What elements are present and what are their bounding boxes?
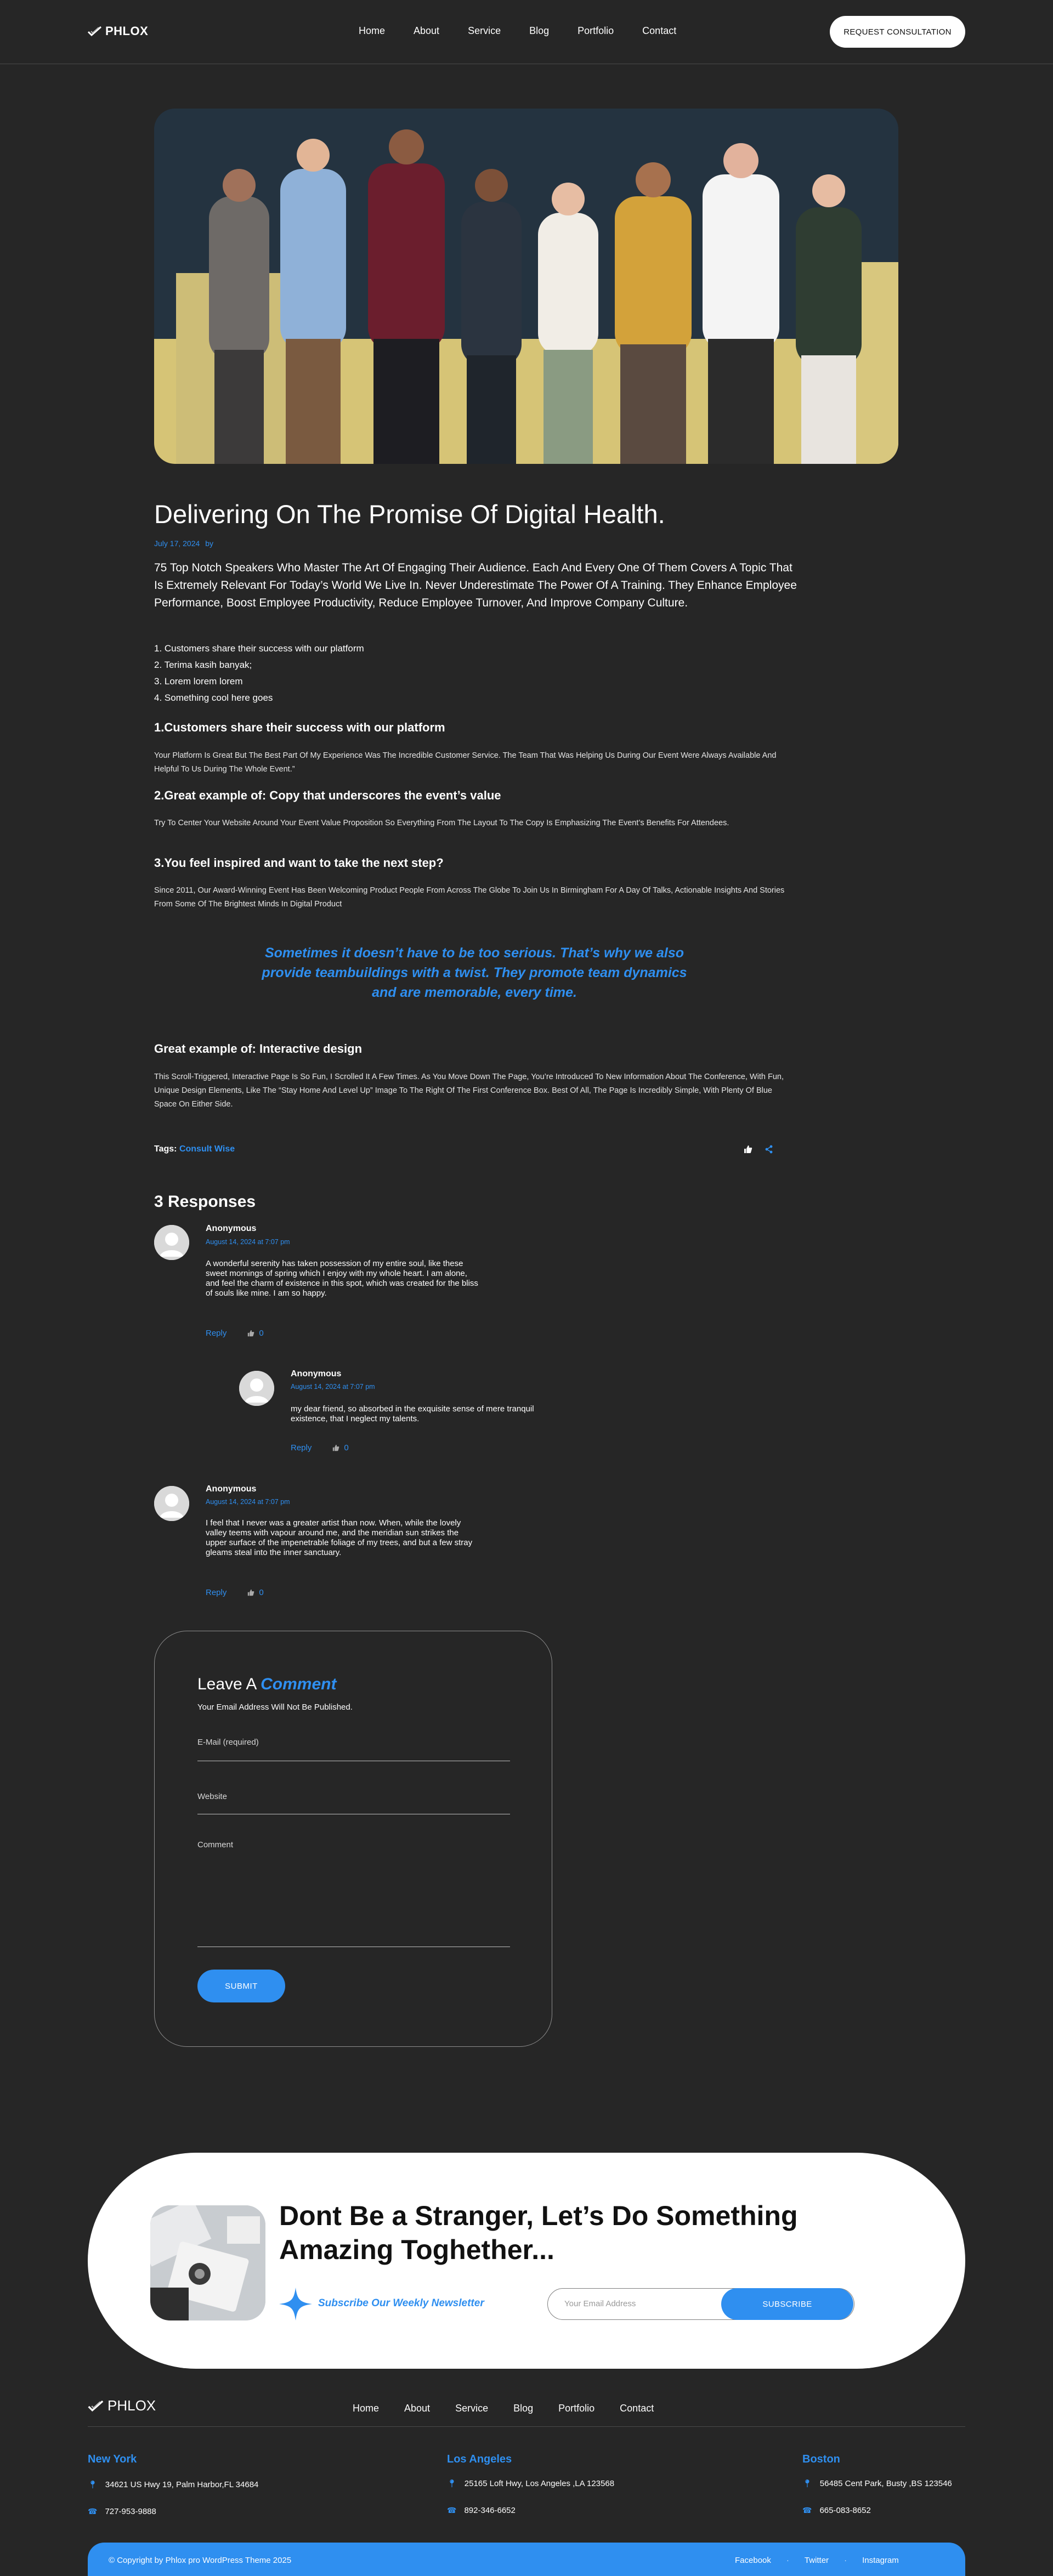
form-title-plain: Leave A	[197, 1675, 256, 1693]
like-icon[interactable]	[744, 1145, 752, 1156]
list-item: 1. Customers share their success with our platform	[154, 643, 364, 654]
office-phone	[447, 2506, 516, 2515]
section-text-1: Your Platform Is Great But The Best Part Of My Experience Was The Incredible Customer Service. The Team That Was Helping Us During Our Event Were Always Available And Helpful To Us During The Whole Event.”	[154, 751, 777, 774]
email-placeholder: Your Email Address	[564, 2299, 636, 2308]
responses-title: 3 Responses	[154, 1193, 256, 1211]
like-count: 0	[344, 1443, 349, 1452]
comment-text: I feel that I never was a greater artist than now. When, while the lovely valley teems with vapour around me, and the meridian sun strikes the upper surface of the impenetrable foliage of my trees, and but a few stray gleams steal into the inner sanctuary.	[206, 1518, 473, 1557]
office-phone	[88, 2507, 156, 2516]
comment-text: A wonderful serenity has taken possession of my entire soul, like these sweet mornings of spring which I enjoy with my whole heart. I am alone, and feel the charm of existence in this spot, which was created for the bliss of souls like mine. I am so happy.	[206, 1259, 478, 1298]
location-pin-icon: 📍︎	[88, 2480, 98, 2489]
office-address	[447, 2479, 614, 2488]
form-title-accent: Comment	[261, 1675, 337, 1693]
interactive-text: This Scroll-Triggered, Interactive Page Is So Fun, I Scrolled It A Few Times. As You Move Down The Page, You’re Introduced To New Information About The Conference, With Fun, Unique Design Elements, Like The “Stay Home And Level Up” Image To The Right Of The First Conference Box. Best Of All, The Page Is Incredibly Simple, With Plenty Of Blue Space On Either Side.	[154, 1073, 784, 1109]
share-icon[interactable]	[765, 1145, 773, 1156]
nav-contact[interactable]: Contact	[642, 25, 677, 36]
address-text: 56485 Cent Park, Busty ,BS 123546	[819, 2479, 952, 2488]
separator: ·	[786, 2556, 789, 2565]
comment-date[interactable]: August 14, 2024 at 7:07 pm	[291, 1383, 375, 1391]
newsletter-title: Dont Be a Stranger, Let’s Do Something Amazing Toghether...	[279, 2200, 798, 2265]
newsletter-subtitle: Subscribe Our Weekly Newsletter	[318, 2297, 484, 2309]
main-nav	[359, 25, 705, 37]
footer-nav-portfolio[interactable]: Portfolio	[558, 2403, 595, 2414]
post-list	[154, 640, 364, 706]
location-pin-icon: 📍︎	[802, 2479, 812, 2488]
footer-divider	[88, 2426, 965, 2427]
tags-label: Tags:	[154, 1144, 177, 1154]
interactive-heading: Great example of: Interactive design	[154, 1042, 363, 1056]
office-city: New York	[88, 2453, 137, 2465]
location-pin-icon: 📍︎	[447, 2479, 457, 2488]
post-meta	[154, 539, 213, 548]
footer-nav-blog[interactable]: Blog	[513, 2403, 534, 2414]
reply-link[interactable]: Reply	[206, 1329, 227, 1338]
section-text-2: Try To Center Your Website Around Your Event Value Proposition So Everything From The Layout To The Copy Is Emphasizing The Event’s Benefits For Attendees.	[154, 819, 729, 827]
phone-text[interactable]: 727-953-9888	[105, 2507, 156, 2516]
subscribe-button[interactable]: SUBSCRIBE	[721, 2288, 853, 2320]
submit-button[interactable]: SUBMIT	[197, 1970, 285, 2002]
footer-nav-home[interactable]: Home	[353, 2403, 380, 2414]
footer-nav-service[interactable]: Service	[455, 2403, 489, 2414]
comment-author: Anonymous	[206, 1224, 257, 1233]
nav-portfolio[interactable]: Portfolio	[578, 25, 614, 36]
list-item: 2. Terima kasih banyak;	[154, 660, 252, 670]
post-author-by: by	[205, 539, 213, 548]
like-count: 0	[259, 1588, 264, 1597]
hero-image	[154, 109, 898, 464]
list-item: 3. Lorem lorem lorem	[154, 676, 243, 686]
comment-form	[154, 1631, 552, 2047]
list-item: 4. Something cool here goes	[154, 693, 273, 703]
comment-actions	[291, 1443, 349, 1452]
office-city: Los Angeles	[447, 2453, 512, 2465]
separator: ·	[844, 2556, 847, 2565]
tag-link[interactable]: Consult Wise	[179, 1144, 235, 1154]
comment-date[interactable]: August 14, 2024 at 7:07 pm	[206, 1498, 290, 1506]
copyright: © Copyright by Phlox pro WordPress Theme 2025	[109, 2556, 292, 2565]
post-actions	[744, 1145, 773, 1156]
reply-link[interactable]: Reply	[206, 1588, 227, 1597]
section-heading-1: 1.Customers share their success with our platform	[154, 720, 445, 734]
logo-icon	[88, 2401, 104, 2412]
form-note: Your Email Address Will Not Be Published.	[197, 1703, 353, 1712]
comment-actions	[206, 1588, 264, 1597]
address-text: 25165 Loft Hwy, Los Angeles ,LA 123568	[464, 2479, 615, 2488]
logo[interactable]	[88, 24, 148, 38]
comment-date[interactable]: August 14, 2024 at 7:07 pm	[206, 1238, 290, 1246]
address-text: 34621 US Hwy 19, Palm Harbor,FL 34684	[105, 2480, 259, 2489]
office-city: Boston	[802, 2453, 840, 2465]
email-field[interactable]: E-Mail (required)	[197, 1738, 259, 1747]
section-text-3: Since 2011, Our Award-Winning Event Has Been Welcoming Product People From Across The Globe To Join Us In Birmingham For A Day Of Talks, Actionable Insights And Stories From Some Of The Brightest Minds In Digital Product	[154, 886, 785, 909]
phone-text[interactable]: 892-346-6652	[464, 2506, 516, 2515]
comment-actions	[206, 1329, 264, 1338]
form-title	[197, 1675, 336, 1694]
footer-nav	[353, 2403, 679, 2414]
social-links	[735, 2556, 914, 2565]
phone-text[interactable]: 665-083-8652	[819, 2506, 871, 2515]
section-heading-3: 3.You feel inspired and want to take the next step?	[154, 856, 444, 870]
like-icon	[247, 1589, 254, 1596]
office-address	[88, 2480, 258, 2489]
office-phone	[802, 2506, 871, 2515]
footer-bottom-bar	[88, 2543, 965, 2576]
comment-like[interactable]	[247, 1588, 263, 1597]
social-twitter[interactable]: Twitter	[804, 2556, 829, 2565]
office-address	[802, 2479, 952, 2488]
newsletter-image	[150, 2205, 265, 2320]
phone-icon: ☎︎	[88, 2507, 98, 2516]
site-header	[0, 0, 1053, 64]
logo-text: PHLOX	[105, 24, 149, 38]
comment-like[interactable]	[332, 1443, 348, 1452]
footer-nav-about[interactable]: About	[404, 2403, 431, 2414]
phone-icon: ☎︎	[447, 2506, 457, 2515]
logo-icon	[88, 26, 102, 36]
post-title: Delivering On The Promise Of Digital Health.	[154, 500, 665, 529]
nav-blog[interactable]: Blog	[529, 25, 550, 36]
footer-logo[interactable]	[88, 2397, 156, 2414]
request-consultation-button[interactable]: REQUEST CONSULTATION	[830, 16, 965, 48]
post-date[interactable]: July 17, 2024	[154, 539, 200, 548]
logo-text: PHLOX	[107, 2397, 156, 2414]
avatar	[154, 1486, 189, 1521]
nav-about[interactable]: About	[414, 25, 440, 36]
nav-service[interactable]: Service	[468, 25, 501, 36]
comment-field[interactable]: Comment	[197, 1840, 234, 1849]
like-icon	[332, 1444, 339, 1451]
footer-nav-contact[interactable]: Contact	[620, 2403, 654, 2414]
sparkle-icon	[279, 2288, 312, 2320]
section-heading-2: 2.Great example of: Copy that underscores the event’s value	[154, 788, 501, 802]
post-tags	[154, 1144, 235, 1154]
avatar	[154, 1225, 189, 1260]
comment-like[interactable]	[247, 1329, 263, 1338]
like-icon	[247, 1330, 254, 1337]
post-lead: 75 Top Notch Speakers Who Master The Art Of Engaging Their Audience. Each And Every One Of Them Covers A Topic That Is Extremely Relevant For Today’s World We Live In. Never Underestimate The Power Of A Training. They Enhance Employee Performance, Boost Employee Productivity, Reduce Employee Turnover, And Improve Company Culture.	[154, 561, 797, 609]
phone-icon: ☎︎	[802, 2506, 812, 2515]
comment-text: my dear friend, so absorbed in the exquisite sense of mere tranquil existence, that I neglect my talents.	[291, 1404, 534, 1423]
comment-author: Anonymous	[206, 1484, 257, 1494]
like-count: 0	[259, 1329, 264, 1338]
comment-author: Anonymous	[291, 1369, 342, 1378]
pull-quote: Sometimes it doesn’t have to be too serious. That’s why we also provide teambuildings with a twist. They promote team dynamics and are memorable, every time.	[262, 945, 687, 1000]
avatar	[239, 1371, 274, 1406]
reply-link[interactable]: Reply	[291, 1443, 312, 1452]
social-instagram[interactable]: Instagram	[862, 2556, 899, 2565]
social-facebook[interactable]: Facebook	[735, 2556, 771, 2565]
nav-home[interactable]: Home	[359, 25, 386, 36]
website-field[interactable]: Website	[197, 1792, 227, 1801]
newsletter-section	[88, 2153, 965, 2369]
